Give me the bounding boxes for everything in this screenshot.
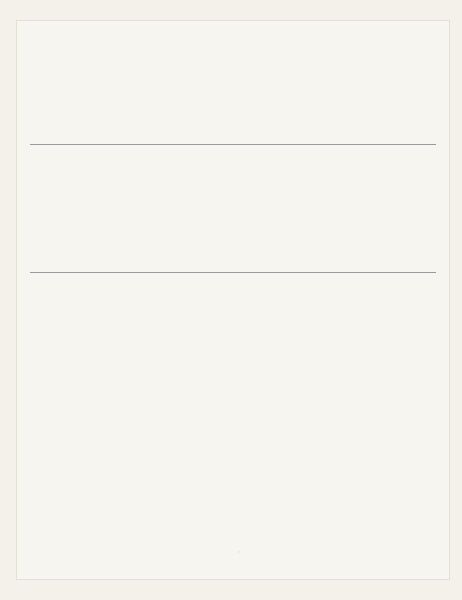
- header-rule: [30, 144, 436, 145]
- section-rule-1: [30, 272, 436, 273]
- header-columns: [94, 120, 440, 144]
- table-header: [36, 120, 440, 144]
- sheet-frame: [16, 20, 450, 580]
- page-mark: ◦: [238, 550, 240, 554]
- document-sheet: [16, 20, 450, 580]
